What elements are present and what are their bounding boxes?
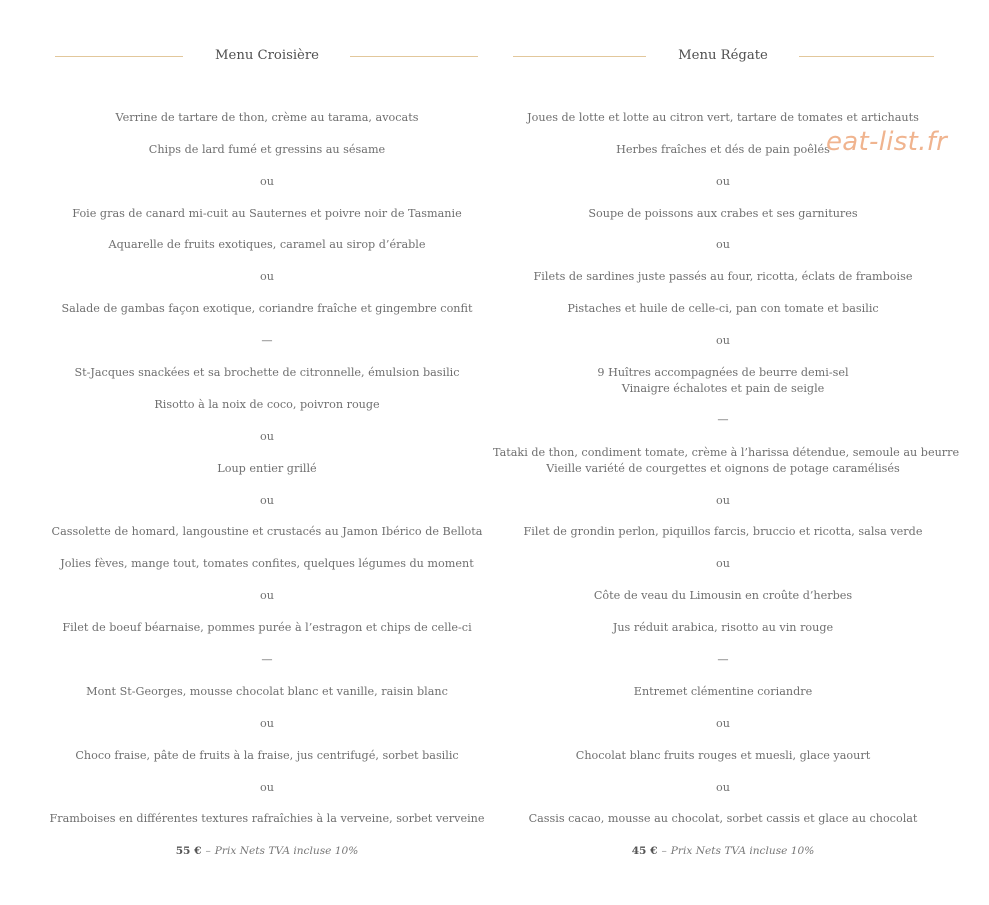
dish-line: Vinaigre échalotes et pain de seigle xyxy=(621,382,825,395)
dish-line: Verrine de tartare de thon, crème au tarama, avocats xyxy=(115,111,419,124)
or-separator: ou xyxy=(716,175,730,188)
dish-line: Soupe de poissons aux crabes et ses garnitures xyxy=(588,207,858,220)
course-separator: — xyxy=(261,334,273,347)
dish-line: Vieille variété de courgettes et oignons de potage caramélisés xyxy=(546,462,900,475)
price-amount: 55 € xyxy=(175,845,202,857)
or-separator: ou xyxy=(260,430,274,443)
dish-line: Chocolat blanc fruits rouges et muesli, glace yaourt xyxy=(575,749,871,762)
price-separator: – xyxy=(205,845,211,857)
dish-line: St-Jacques snackées et sa brochette de citronnelle, émulsion basilic xyxy=(74,366,460,379)
menu-title: Menu Croisière xyxy=(215,48,319,63)
or-separator: ou xyxy=(260,781,274,794)
price-amount: 45 € xyxy=(631,845,658,857)
price-separator: – xyxy=(661,845,667,857)
or-separator: ou xyxy=(716,334,730,347)
or-separator: ou xyxy=(260,717,274,730)
dish-line: Risotto à la noix de coco, poivron rouge xyxy=(154,398,380,411)
or-separator: ou xyxy=(716,557,730,570)
course-separator: — xyxy=(261,653,273,666)
price-note: Prix Nets TVA incluse 10% xyxy=(670,845,815,857)
or-separator: ou xyxy=(716,238,730,251)
or-separator: ou xyxy=(716,494,730,507)
or-separator: ou xyxy=(260,589,274,602)
or-separator: ou xyxy=(260,175,274,188)
dish-line: Jolies fèves, mange tout, tomates confites, quelques légumes du moment xyxy=(60,557,474,570)
course-separator: — xyxy=(717,653,729,666)
dish-line: Filet de boeuf béarnaise, pommes purée à l’estragon et chips de celle-ci xyxy=(62,621,472,634)
price-line xyxy=(37,845,497,857)
dish-line: Framboises en différentes textures rafraîchies à la verveine, sorbet verveine xyxy=(49,812,485,825)
dish-line: Mont St-Georges, mousse chocolat blanc et vanille, raisin blanc xyxy=(86,685,448,698)
or-separator: ou xyxy=(260,270,274,283)
menu-header xyxy=(37,46,497,68)
dish-line: Salade de gambas façon exotique, coriandre fraîche et gingembre confit xyxy=(61,302,473,315)
dish-line: Cassolette de homard, langoustine et crustacés au Jamon Ibérico de Bellota xyxy=(51,525,483,538)
dish-line: Loup entier grillé xyxy=(217,462,317,475)
or-separator: ou xyxy=(260,494,274,507)
course-separator: — xyxy=(717,413,729,426)
dish-line: Joues de lotte et lotte au citron vert, tartare de tomates et artichauts xyxy=(527,111,919,124)
dish-line: 9 Huîtres accompagnées de beurre demi-sel xyxy=(597,366,849,379)
watermark-logo: eat-list.fr xyxy=(826,127,948,157)
menu-header xyxy=(493,46,953,68)
menu-title: Menu Régate xyxy=(678,48,768,63)
dish-line: Aquarelle de fruits exotiques, caramel au sirop d’érable xyxy=(108,238,426,251)
dish-line: Entremet clémentine coriandre xyxy=(633,685,813,698)
dish-line: Filet de grondin perlon, piquillos farcis, bruccio et ricotta, salsa verde xyxy=(523,525,923,538)
dish-line: Filets de sardines juste passés au four, ricotta, éclats de framboise xyxy=(533,270,913,283)
dish-line: Jus réduit arabica, risotto au vin rouge xyxy=(612,621,834,634)
or-separator: ou xyxy=(716,781,730,794)
or-separator: ou xyxy=(716,717,730,730)
dish-line: Cassis cacao, mousse au chocolat, sorbet cassis et glace au chocolat xyxy=(528,812,918,825)
price-line xyxy=(493,845,953,857)
dish-line: Foie gras de canard mi-cuit au Sauternes et poivre noir de Tasmanie xyxy=(72,207,462,220)
dish-line: Chips de lard fumé et gressins au sésame xyxy=(148,143,386,156)
dish-line: Herbes fraîches et dés de pain poêlés xyxy=(616,143,830,156)
dish-line: Tataki de thon, condiment tomate, crème à l’harissa détendue, semoule au beurre xyxy=(493,446,960,459)
title-rule-right xyxy=(350,56,478,57)
dish-line: Choco fraise, pâte de fruits à la fraise, jus centrifugé, sorbet basilic xyxy=(75,749,459,762)
price-note: Prix Nets TVA incluse 10% xyxy=(214,845,359,857)
dish-line: Côte de veau du Limousin en croûte d’herbes xyxy=(593,589,853,602)
title-rule-right xyxy=(799,56,934,57)
dish-line: Pistaches et huile de celle-ci, pan con tomate et basilic xyxy=(567,302,879,315)
